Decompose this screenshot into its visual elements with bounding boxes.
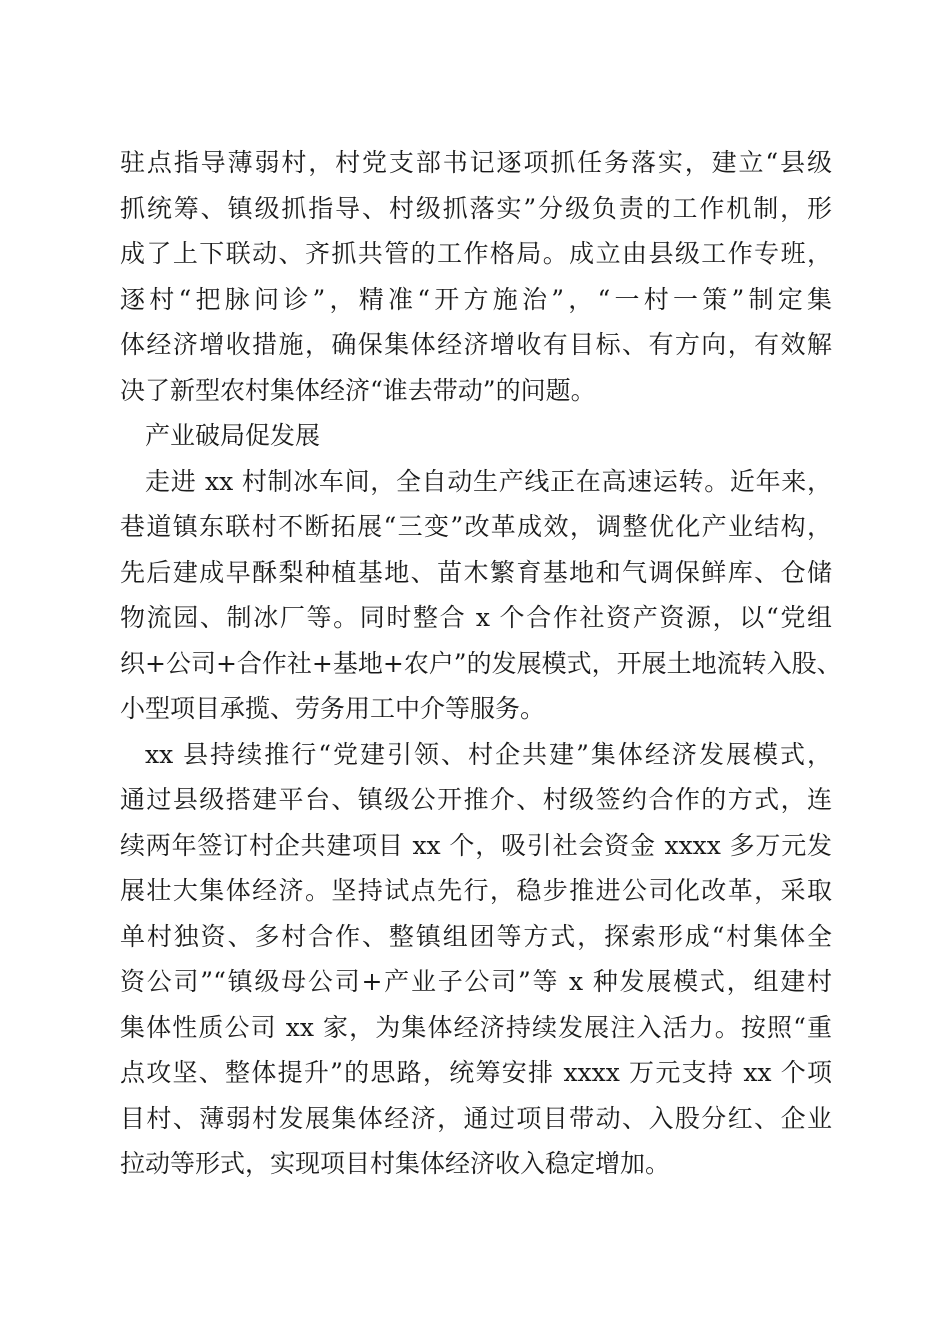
text-line: 点攻坚、整体提升”的思路，统筹安排 xxxx 万元支持 xx 个项 [120,1058,832,1087]
text-line: 织+公司+合作社+基地+农户”的发展模式，开展土地流转入股、 [120,648,842,678]
text-line: 驻点指导薄弱村，村党支部书记逐项抓任务落实，建立“县级 [120,148,832,177]
text-line: 集体性质公司 xx 家，为集体经济持续发展注入活力。按照“重 [120,1012,832,1042]
text-line: 单村独资、多村合作、整镇组团等方式，探索形成“村集体全 [120,921,832,951]
text-line: 拉动等形式，实现项目村集体经济收入稳定增加。 [120,1149,671,1178]
text-line: 抓统筹、镇级抓指导、村级抓落实”分级负责的工作机制，形 [120,193,832,223]
paragraph-village-enterprise [120,732,832,1187]
text-line: 目村、薄弱村发展集体经济，通过项目带动、入股分红、企业 [120,1103,832,1133]
text-line: 续两年签订村企共建项目 xx 个，吸引社会资金 xxxx 多万元发 [120,830,832,860]
paragraph-county-mechanism [120,140,832,413]
text-line: 走进 xx 村制冰车间，全自动生产线正在高速运转。近年来， [145,466,832,496]
text-line: 小型项目承揽、劳务用工中介等服务。 [120,694,546,723]
text-line: 成了上下联动、齐抓共管的工作格局。成立由县级工作专班， [120,239,832,268]
text-line: xx 县持续推行“党建引领、村企共建”集体经济发展模式， [145,739,832,769]
text-line: 资公司”“镇级母公司+产业子公司”等 x 种发展模式，组建村 [120,967,832,996]
text-line: 展壮大集体经济。坚持试点先行，稳步推进公司化改革，采取 [120,876,832,905]
text-line: 先后建成早酥梨种植基地、苗木繁育基地和气调保鲜库、仓储 [120,557,832,587]
text-line: 体经济增收措施，确保集体经济增收有目标、有方向，有效解 [120,330,832,359]
heading-text: 产业破局促发展 [145,421,321,450]
text-line: 巷道镇东联村不断拓展“三变”改革成效，调整优化产业结构， [120,512,832,541]
text-line: 物流园、制冰厂等。同时整合 x 个合作社资产资源，以“党组 [120,603,832,632]
text-line: 决了新型农村集体经济“谁去带动”的问题。 [120,375,596,405]
paragraph-ice-factory [120,459,842,732]
text-line: 通过县级搭建平台、镇级公开推介、村级签约合作的方式，连 [120,785,832,814]
text-line: 逐村“把脉问诊”，精准“开方施治”，“一村一策”制定集 [120,284,832,314]
document-body [120,140,842,1187]
section-heading [120,413,832,459]
